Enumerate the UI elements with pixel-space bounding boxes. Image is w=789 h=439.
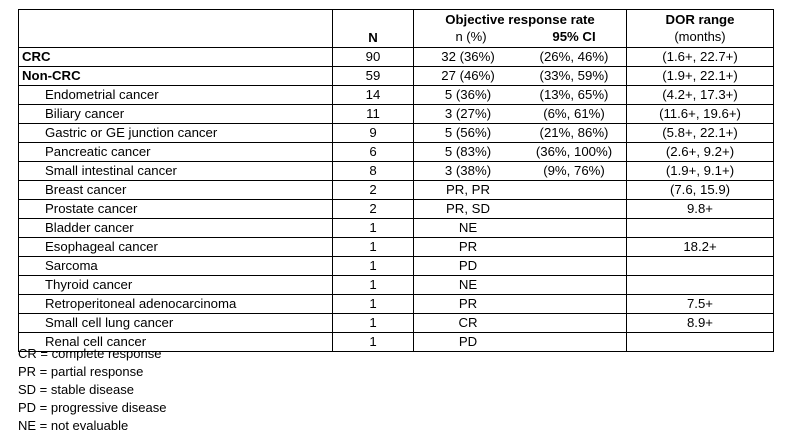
n-pct-cell: 32 (36%) — [414, 48, 526, 67]
footnote-line: PD = progressive disease — [18, 400, 167, 415]
cancer-type-cell: Biliary cancer — [19, 105, 333, 124]
ci-cell: (33%, 59%) — [525, 67, 627, 86]
dor-cell: (4.2+, 17.3+) — [627, 86, 774, 105]
dor-cell: 18.2+ — [627, 238, 774, 257]
n-cell: 11 — [333, 105, 414, 124]
cancer-type-cell: Prostate cancer — [19, 200, 333, 219]
cancer-type-cell: Small intestinal cancer — [19, 162, 333, 181]
header-ci: 95% CI — [552, 29, 596, 44]
n-cell: 1 — [333, 257, 414, 276]
n-pct-cell: PR — [414, 295, 526, 314]
dor-cell — [627, 276, 774, 295]
n-cell: 1 — [333, 295, 414, 314]
n-cell: 6 — [333, 143, 414, 162]
n-pct-cell: 5 (56%) — [414, 124, 526, 143]
cancer-type-cell: Non-CRC — [19, 67, 333, 86]
cancer-type-cell: Thyroid cancer — [19, 276, 333, 295]
n-pct-cell: CR — [414, 314, 526, 333]
cancer-type-cell: Retroperitoneal adenocarcinoma — [19, 295, 333, 314]
cancer-type-cell: Small cell lung cancer — [19, 314, 333, 333]
n-cell: 1 — [333, 333, 414, 352]
ci-cell — [525, 181, 627, 200]
table-row — [19, 181, 774, 200]
n-pct-cell: 3 (38%) — [414, 162, 526, 181]
cancer-type-cell: Endometrial cancer — [19, 86, 333, 105]
table-row — [19, 105, 774, 124]
table-row — [19, 295, 774, 314]
cancer-type-cell: Esophageal cancer — [19, 238, 333, 257]
dor-cell: (1.6+, 22.7+) — [627, 48, 774, 67]
cancer-type-cell: CRC — [19, 48, 333, 67]
header-dor: DOR range — [665, 12, 735, 27]
header-row — [19, 10, 774, 48]
header-orr: Objective response rate — [445, 12, 595, 27]
cancer-type-cell: Gastric or GE junction cancer — [19, 124, 333, 143]
n-pct-cell: 27 (46%) — [414, 67, 526, 86]
ci-cell: (13%, 65%) — [525, 86, 627, 105]
ci-cell — [525, 314, 627, 333]
ci-cell: (21%, 86%) — [525, 124, 627, 143]
n-cell: 2 — [333, 200, 414, 219]
ci-cell — [525, 295, 627, 314]
table-row — [19, 276, 774, 295]
ci-cell: (9%, 76%) — [525, 162, 627, 181]
n-pct-cell: NE — [414, 219, 526, 238]
table-row — [19, 200, 774, 219]
header-blank-cell — [19, 10, 333, 48]
footnote-line: PR = partial response — [18, 364, 144, 379]
n-cell: 14 — [333, 86, 414, 105]
header-n: N — [333, 10, 414, 48]
n-pct-cell: 5 (83%) — [414, 143, 526, 162]
dor-cell — [627, 219, 774, 238]
dor-cell: (7.6, 15.9) — [627, 181, 774, 200]
ci-cell: (6%, 61%) — [525, 105, 627, 124]
n-cell: 90 — [333, 48, 414, 67]
dor-cell: 9.8+ — [627, 200, 774, 219]
cancer-type-cell: Sarcoma — [19, 257, 333, 276]
dor-cell: (1.9+, 9.1+) — [627, 162, 774, 181]
table-row — [19, 314, 774, 333]
table-row — [19, 219, 774, 238]
cancer-type-cell: Bladder cancer — [19, 219, 333, 238]
dor-cell — [627, 333, 774, 352]
dor-cell: 7.5+ — [627, 295, 774, 314]
footnote-line: CR = complete response — [18, 346, 162, 361]
cancer-type-cell: Breast cancer — [19, 181, 333, 200]
cancer-type-cell: Pancreatic cancer — [19, 143, 333, 162]
dor-cell: (5.8+, 22.1+) — [627, 124, 774, 143]
header-n-pct: n (%) — [455, 29, 487, 44]
ci-cell — [525, 276, 627, 295]
response-table — [18, 9, 774, 352]
n-pct-cell: PR, PR — [414, 181, 526, 200]
ci-cell — [525, 257, 627, 276]
header-dor-unit: (months) — [674, 29, 726, 44]
n-pct-cell: 3 (27%) — [414, 105, 526, 124]
n-cell: 1 — [333, 238, 414, 257]
table-row — [19, 67, 774, 86]
n-cell: 1 — [333, 219, 414, 238]
header-orr-cell — [414, 10, 627, 48]
table-row — [19, 86, 774, 105]
n-cell: 2 — [333, 181, 414, 200]
n-cell: 9 — [333, 124, 414, 143]
cancer-type-cell: Renal cell cancer — [19, 333, 333, 352]
n-pct-cell: PR — [414, 238, 526, 257]
table-row — [19, 238, 774, 257]
table-row — [19, 143, 774, 162]
table-row — [19, 124, 774, 143]
n-pct-cell: PD — [414, 257, 526, 276]
n-cell: 1 — [333, 276, 414, 295]
ci-cell: (26%, 46%) — [525, 48, 627, 67]
header-dor-cell — [627, 10, 774, 48]
dor-cell: (1.9+, 22.1+) — [627, 67, 774, 86]
n-pct-cell: NE — [414, 276, 526, 295]
n-cell: 59 — [333, 67, 414, 86]
dor-cell — [627, 257, 774, 276]
footnotes — [18, 345, 167, 435]
dor-cell: 8.9+ — [627, 314, 774, 333]
ci-cell — [525, 200, 627, 219]
dor-cell: (11.6+, 19.6+) — [627, 105, 774, 124]
ci-cell — [525, 219, 627, 238]
table-row — [19, 257, 774, 276]
footnote-line: SD = stable disease — [18, 382, 134, 397]
ci-cell — [525, 333, 627, 352]
n-pct-cell: 5 (36%) — [414, 86, 526, 105]
n-cell: 1 — [333, 314, 414, 333]
n-cell: 8 — [333, 162, 414, 181]
ci-cell — [525, 238, 627, 257]
table-row — [19, 162, 774, 181]
ci-cell: (36%, 100%) — [525, 143, 627, 162]
dor-cell: (2.6+, 9.2+) — [627, 143, 774, 162]
n-pct-cell: PR, SD — [414, 200, 526, 219]
n-pct-cell: PD — [414, 333, 526, 352]
table-row — [19, 48, 774, 67]
footnote-line: NE = not evaluable — [18, 418, 129, 433]
